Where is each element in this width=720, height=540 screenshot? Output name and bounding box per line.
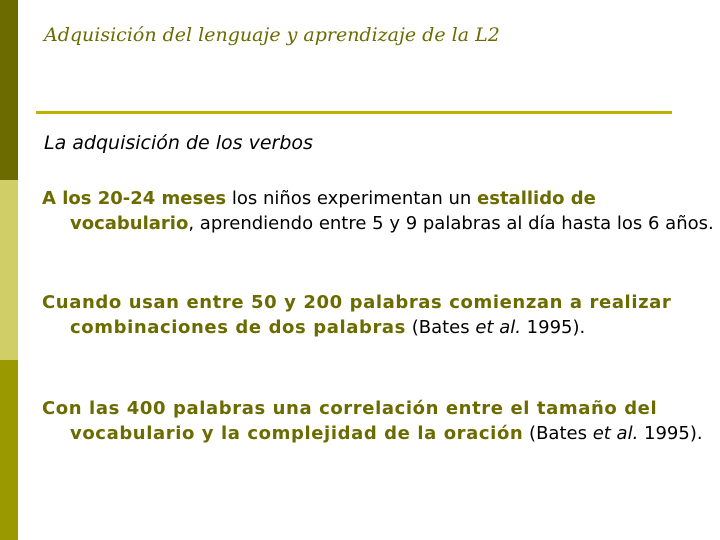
sidebar-stripe-middle [0, 180, 18, 360]
paragraph-2-year: 1995). [520, 316, 586, 338]
paragraph-1 [42, 187, 720, 236]
paragraph-2 [42, 291, 720, 340]
paragraph-3-emphasis: Con las 400 palabras una correlación entre el tamaño del vocabulario y la complejidad de la oración [42, 398, 658, 444]
paragraph-2-etal: et al. [475, 316, 521, 338]
sidebar-stripe-top [0, 0, 18, 180]
paragraph-3-year: 1995). [638, 422, 703, 444]
paragraph-1-text: los niños experimentan un [226, 188, 478, 209]
paragraph-3 [42, 397, 720, 446]
section-title: La adquisición de los verbos [44, 132, 313, 154]
slide-header-title: Adquisición del lenguaje y aprendizaje de la L2 [44, 24, 500, 46]
paragraph-2-citation: (Bates [405, 316, 476, 338]
sidebar-stripe-bottom [0, 360, 18, 540]
paragraph-3-etal: et al. [592, 422, 639, 444]
paragraph-1-emphasis-2: estallido de vocabulario [70, 188, 596, 234]
paragraph-2-emphasis: Cuando usan entre 50 y 200 palabras comienzan a realizar combinaciones de dos palabras [42, 292, 672, 338]
paragraph-3-citation: (Bates [523, 422, 593, 444]
header-divider [36, 111, 672, 114]
paragraph-1-text-2: , aprendiendo entre 5 y 9 palabras al día hasta los 6 años. [188, 212, 714, 234]
paragraph-1-emphasis: A los 20-24 meses [42, 188, 227, 209]
